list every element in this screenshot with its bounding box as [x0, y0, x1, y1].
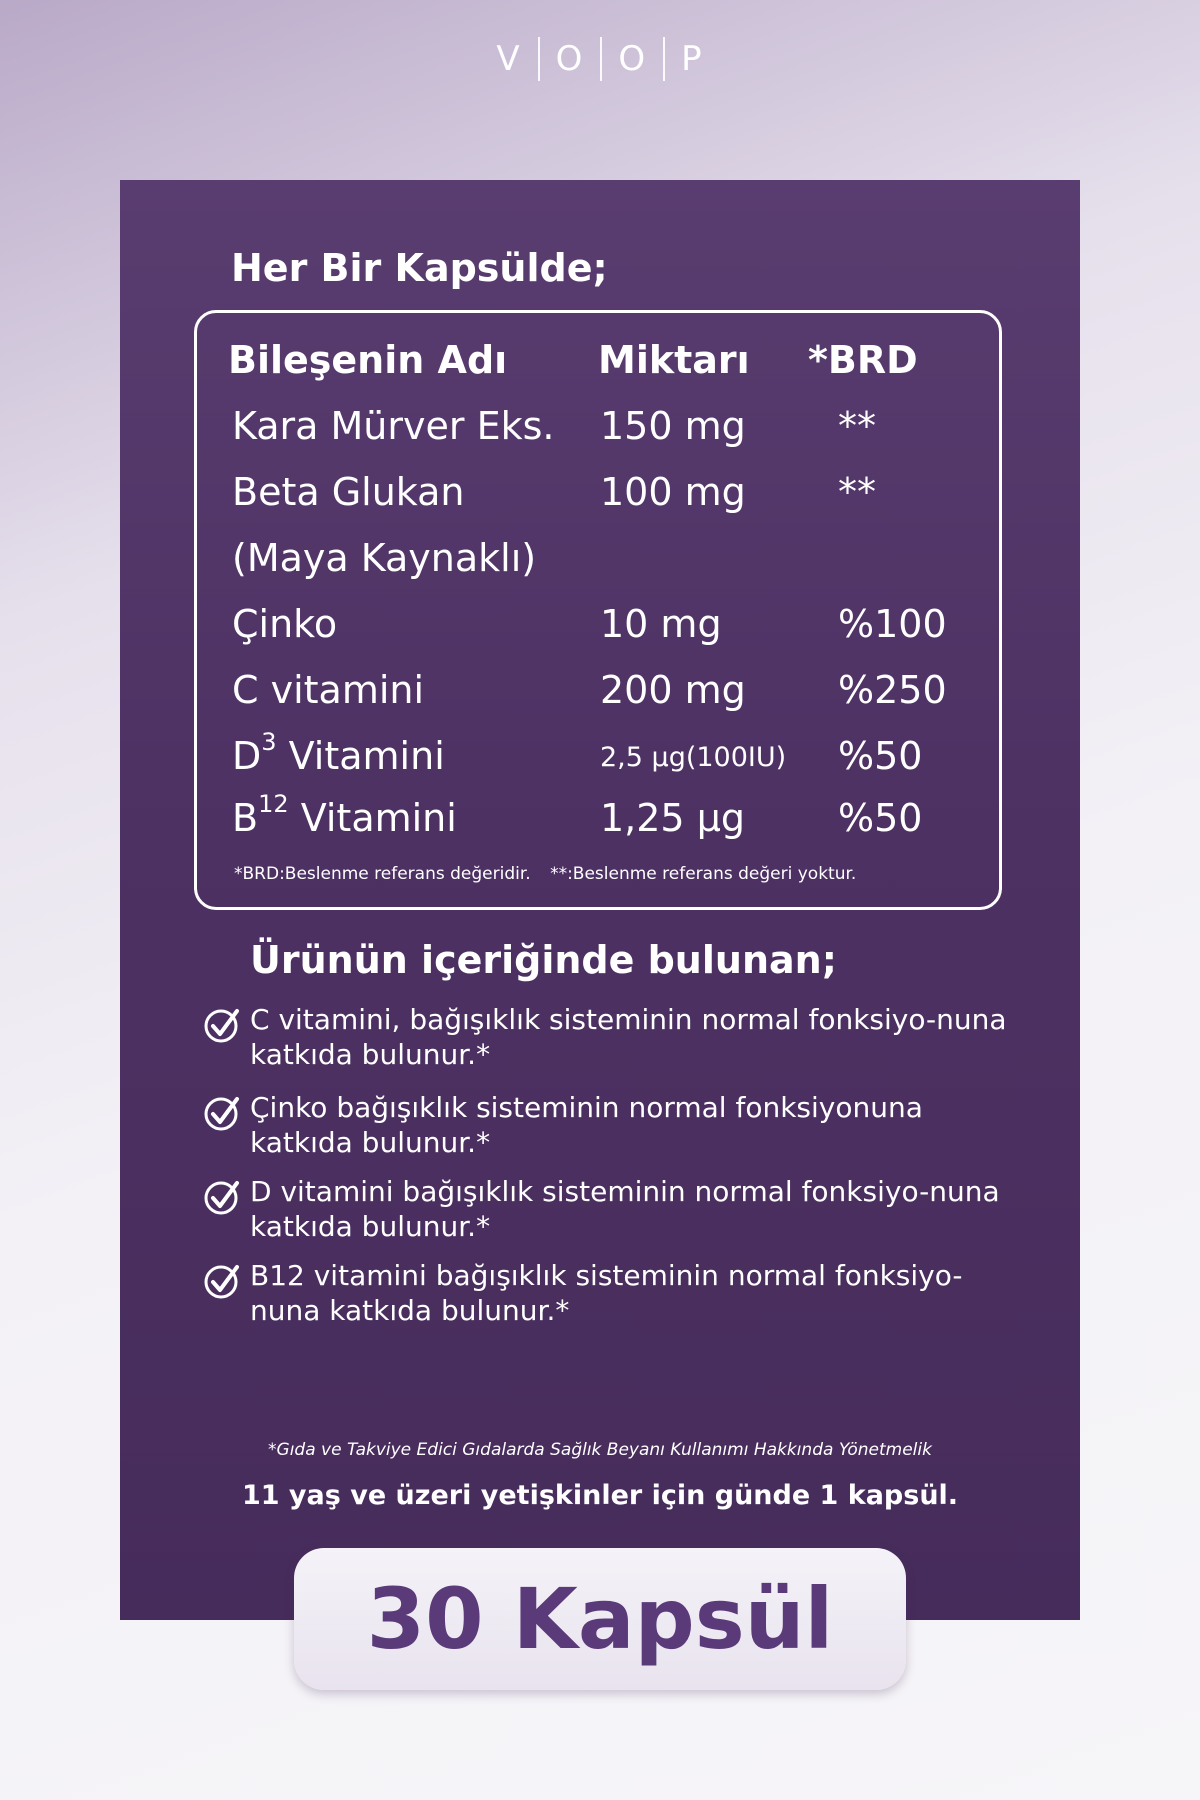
ingredient-amount: 1,25 µg: [600, 796, 745, 840]
brand-letter: P: [681, 39, 704, 79]
capsule-count-label: 30 Kapsül: [366, 1570, 834, 1668]
ingredient-amount: 200 mg: [600, 668, 746, 712]
ingredient-name: C vitamini: [232, 668, 425, 712]
ingredient-name: $D^3$ Vitamini: [232, 728, 445, 778]
column-header-brd: *BRD: [808, 338, 918, 382]
benefit-text: D vitamini bağışıklık sisteminin normal fonksiyo-nuna katkıda bulunur.*: [250, 1175, 1000, 1243]
regulation-footnote: *Gıda ve Takviye Edici Gıdalarda Sağlık Beyanı Kullanımı Hakkında Yönetmelik: [268, 1440, 932, 1460]
column-header-name: Bileşenin Adı: [228, 338, 508, 382]
check-circle-icon: [204, 1094, 242, 1132]
ingredient-amount: 10 mg: [600, 602, 722, 646]
capsule-count-badge: [294, 1548, 906, 1690]
no-brd-note: **:Beslenme referans değeri yoktur.: [550, 864, 857, 884]
ingredient-amount: 2,5 µg(100IU): [600, 742, 787, 773]
ingredient-name: Kara Mürver Eks.: [232, 404, 555, 448]
brand-letter: V: [496, 39, 522, 79]
ingredient-amount: 100 mg: [600, 470, 746, 514]
benefits-heading: Ürünün içeriğinde bulunan;: [250, 938, 837, 982]
dosage-instructions: 11 yaş ve üzeri yetişkinler için günde 1 kapsül.: [241, 1480, 959, 1511]
ingredient-brd: %50: [838, 796, 923, 840]
brd-note: *BRD:Beslenme referans değeridir.: [234, 864, 531, 884]
ingredient-name: (Maya Kaynaklı): [232, 536, 537, 580]
ingredient-brd: **: [838, 404, 876, 448]
brand-letter: O: [555, 39, 585, 79]
table-footnote: [234, 864, 856, 884]
benefit-text: B12 vitamini bağışıklık sisteminin normal fonksiyo-nuna katkıda bulunur.*: [250, 1259, 963, 1327]
benefit-text: Çinko bağışıklık sisteminin normal fonksiyonuna katkıda bulunur.*: [250, 1091, 923, 1159]
ingredient-amount: 150 mg: [600, 404, 746, 448]
ingredient-name: Beta Glukan: [232, 470, 465, 514]
ingredient-name: Çinko: [232, 602, 338, 646]
brand-logo: [0, 36, 1200, 82]
ingredient-brd: %50: [838, 734, 923, 778]
column-header-amount: Miktarı: [598, 338, 750, 382]
check-circle-icon: [204, 1178, 242, 1216]
ingredient-brd: %250: [838, 668, 947, 712]
benefit-text: C vitamini, bağışıklık sisteminin normal fonksiyo-nuna katkıda bulunur.*: [250, 1003, 1007, 1071]
check-circle-icon: [204, 1006, 242, 1044]
brand-letter: O: [618, 39, 648, 79]
ingredient-brd: **: [838, 470, 876, 514]
ingredient-name: $B^{12}$ Vitamini: [232, 790, 457, 840]
capsule-heading: Her Bir Kapsülde;: [231, 246, 608, 290]
check-circle-icon: [204, 1262, 242, 1300]
ingredient-brd: %100: [838, 602, 947, 646]
